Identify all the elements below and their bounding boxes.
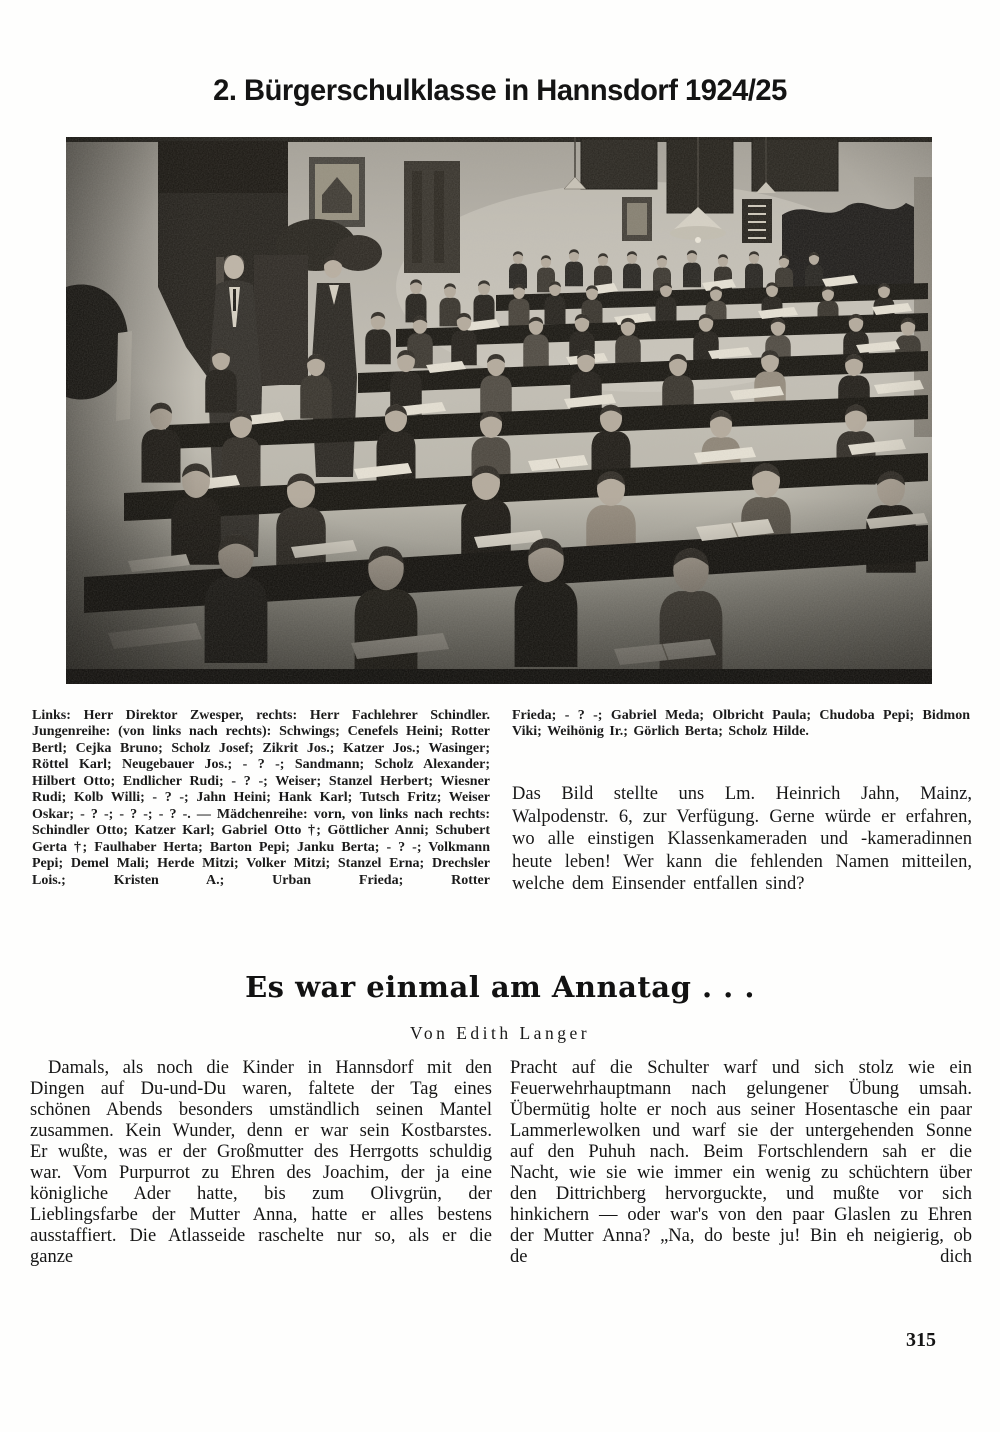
- article-byline: Von Edith Langer: [409, 1023, 591, 1043]
- article-title: Es war einmal am Annatag . . .: [245, 970, 755, 1004]
- article-column-left: Damals, als noch die Kinder in Hannsdorf mit den Dingen auf Du-und-Du waren, faltete der Tag eines schönen Abends besonders umständlich seinen Mantel zusammen. Kein Wunder, denn er war sein Kostbarstes. Er wußte, was er der Großmutter des Herrgotts schuldig war. Vom Purpurrot zu Ehren des Joachim, der ja eine königliche Ader hatte, bis zum Olivgrün, der Lieblingsfarbe der Mutter Anna, hatte er alles bestens ausstaffiert. Die Atlasseide raschelte nur so, als er die ganze: [30, 1058, 492, 1267]
- article-column-right: Pracht auf die Schulter warf und sich stolz wie ein Feuerwehrhauptmann nach gelungener Übung umsah. Übermütig holte er noch aus seiner Hosentasche ein paar Lammerlewolken und warf sie der untergehenden Sonne auf den Puhuh nach. Beim Fortschlendern sah er die Nacht, wie sie wie immer ein wenig zu schüchtern über den Dittrichberg hervorguckte, und mußte vor sich hinkichern — oder war's von den paar Glaslen zu Ehren der Mutter Anna? „Na, do beste ju! Bin eh neigierig, ob de dich: [510, 1058, 972, 1267]
- page-number: 315: [906, 1329, 936, 1351]
- photo-credit-note: Das Bild stellte uns Lm. Heinrich Jahn, Mainz, Walpodenstr. 6, zur Verfügung. Gerne würde er erfahren, wo alle einstigen Klassenkameraden und -kameradinnen heute leben! Wer kann die fehlenden Namen mitteilen, welche dem Einsender entfallen sind?: [512, 784, 972, 895]
- page-title: 2. Bürgerschulklasse in Hannsdorf 1924/25: [213, 74, 787, 107]
- photo-caption-left: Links: Herr Direktor Zwesper, rechts: Herr Fachlehrer Schindler. Jungenreihe: (von links nach rechts): Schwings; Cenefels Heini; Rotter Bertl; Cejka Bruno; Scholz Josef; Zikrit Jos.; Katzer Jos.; Wasinger; Röttel Karl; Neugebauer Jos.; - ? -; Sandmann; Scholz Alexander; Hilbert Otto; Endlicher Rudi; - ? -; Weiser; Stanzel Herbert; Wiesner Rudi; Kolb Willi; - ? -; Jahn Heini; Hank Karl; Tutsch Fritz; Weiser Oskar; - ? -; - ? -; - ? -. — Mädchenreihe: vorn, von links nach rechts: Schindler Otto; Katzer Karl; Gabriel Otto †; Göttlicher Anni; Schubert Gerta †; Faulhaber Herta; Barton Pepi; Janku Berta; - ? -; Volkmann Pepi; Demel Mali; Herde Mitzi; Volker Mitzi; Stanzel Erna; Drechsler Lois.; Kristen A.; Urban Frieda; Rotter: [32, 708, 490, 888]
- film-grain: [66, 137, 932, 684]
- photo-caption-right: Frieda; - ? -; Gabriel Meda; Olbricht Paula; Chudoba Pepi; Bidmon Viki; Weihönig Ir.; Görlich Berta; Scholz Hilde.: [512, 708, 970, 740]
- class-photo-illustration: [66, 137, 932, 684]
- class-photo: [66, 137, 932, 684]
